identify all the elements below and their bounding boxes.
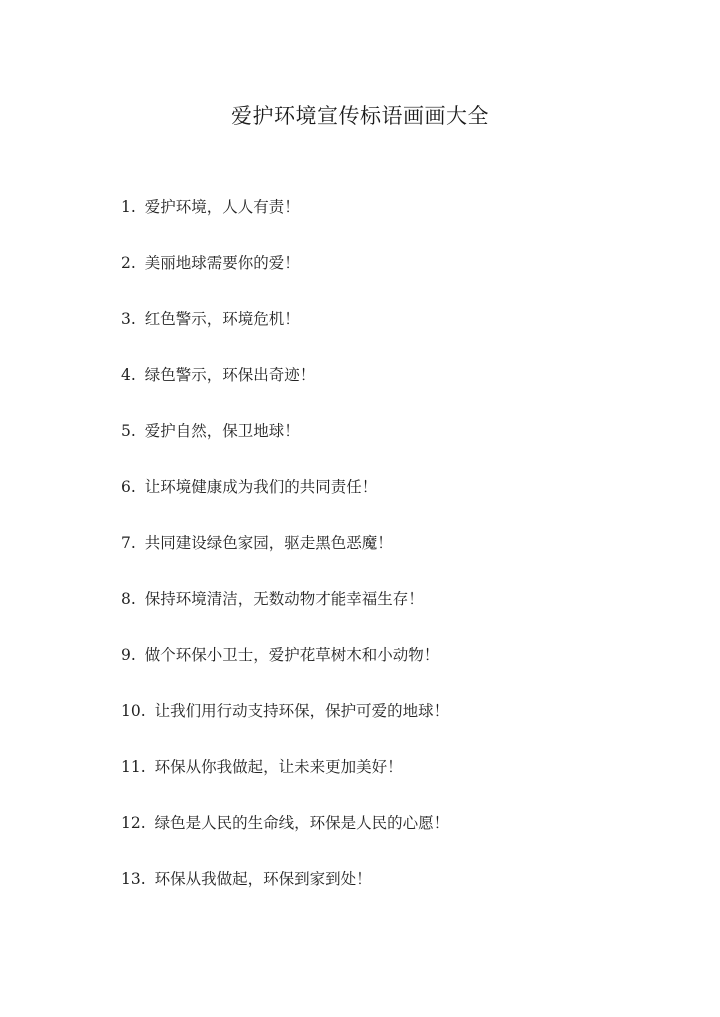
slogan-text: 让环境健康成为我们的共同责任！ bbox=[144, 478, 378, 496]
list-item bbox=[121, 417, 681, 473]
item-number: 10. bbox=[121, 702, 146, 720]
list-item bbox=[121, 249, 681, 305]
list-item bbox=[121, 473, 681, 529]
item-number: 6. bbox=[121, 478, 136, 496]
list-item bbox=[121, 865, 681, 921]
list-item bbox=[121, 697, 681, 753]
slogan-text: 环保从你我做起，让未来更加美好！ bbox=[154, 758, 403, 776]
slogan-text: 保持环境清洁，无数动物才能幸福生存！ bbox=[144, 590, 424, 608]
item-number: 2. bbox=[121, 254, 136, 272]
list-item bbox=[121, 361, 681, 417]
item-number: 7. bbox=[121, 534, 136, 552]
item-number: 1. bbox=[121, 198, 136, 216]
list-item bbox=[121, 193, 681, 249]
slogan-text: 让我们用行动支持环保，保护可爱的地球！ bbox=[154, 702, 450, 720]
slogan-text: 做个环保小卫士，爱护花草树木和小动物！ bbox=[144, 646, 440, 664]
slogan-text: 绿色是人民的生命线，环保是人民的心愿！ bbox=[154, 814, 450, 832]
item-number: 8. bbox=[121, 590, 136, 608]
slogan-text: 美丽地球需要你的爱！ bbox=[144, 254, 300, 272]
slogan-list bbox=[121, 193, 681, 921]
item-number: 11. bbox=[121, 758, 146, 776]
slogan-text: 绿色警示，环保出奇迹！ bbox=[144, 366, 316, 384]
item-number: 9. bbox=[121, 646, 136, 664]
list-item bbox=[121, 753, 681, 809]
list-item bbox=[121, 641, 681, 697]
slogan-text: 环保从我做起，环保到家到处！ bbox=[154, 870, 372, 888]
item-number: 12. bbox=[121, 814, 146, 832]
list-item bbox=[121, 305, 681, 361]
slogan-text: 爱护环境，人人有责！ bbox=[144, 198, 300, 216]
document-title: 爱护环境宣传标语画画大全 bbox=[231, 104, 489, 129]
list-item bbox=[121, 585, 681, 641]
list-item bbox=[121, 529, 681, 585]
item-number: 4. bbox=[121, 366, 136, 384]
slogan-text: 红色警示，环境危机！ bbox=[144, 310, 300, 328]
slogan-text: 爱护自然，保卫地球！ bbox=[144, 422, 300, 440]
item-number: 13. bbox=[121, 870, 146, 888]
item-number: 5. bbox=[121, 422, 136, 440]
slogan-text: 共同建设绿色家园，驱走黑色恶魔！ bbox=[144, 534, 393, 552]
list-item bbox=[121, 809, 681, 865]
item-number: 3. bbox=[121, 310, 136, 328]
